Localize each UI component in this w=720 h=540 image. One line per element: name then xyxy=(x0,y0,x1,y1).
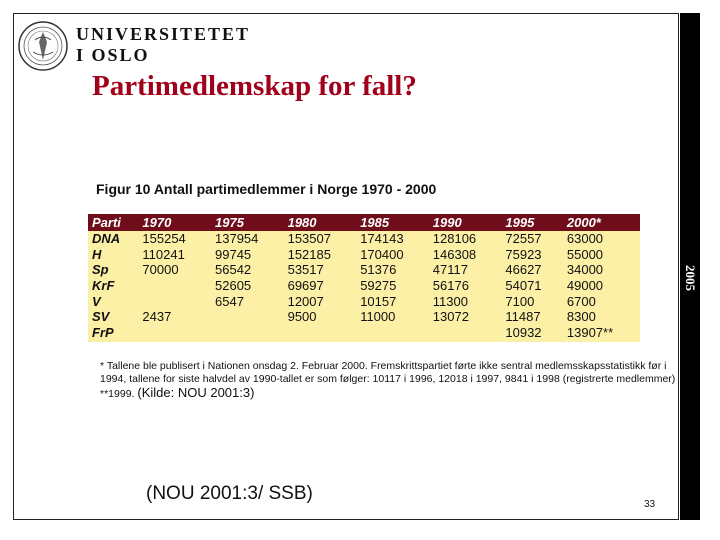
table-body xyxy=(88,231,640,340)
member-count-cell xyxy=(138,278,211,294)
member-count-cell xyxy=(211,325,284,341)
member-count-cell: 63000 xyxy=(566,231,604,247)
member-count-cell: 59275 xyxy=(360,278,397,294)
member-count-cell: 99745 xyxy=(215,246,252,262)
university-logo-text xyxy=(76,24,250,66)
slide-title: Partimedlemskap for fall? xyxy=(92,70,417,102)
table-header-cell: Parti xyxy=(88,214,138,231)
year-sidebar xyxy=(680,13,700,520)
party-name-cell: Sp xyxy=(92,262,109,278)
member-count-cell: 8300 xyxy=(566,309,596,325)
member-count-cell: 54071 xyxy=(505,278,542,294)
membership-table xyxy=(88,214,640,342)
member-count-cell xyxy=(429,325,502,341)
footnote xyxy=(100,360,680,401)
member-count-cell: 10157 xyxy=(360,293,397,309)
member-count-cell: 51376 xyxy=(360,262,397,278)
member-count-cell: 55000 xyxy=(566,246,604,262)
table-row xyxy=(88,293,640,309)
member-count-cell: 56176 xyxy=(432,278,469,294)
party-name-cell: SV xyxy=(92,309,110,325)
table-row xyxy=(88,278,640,294)
figure-title: Figur 10 Antall partimedlemmer i Norge 1970 - 2000 xyxy=(96,181,437,197)
member-count-cell: 12007 xyxy=(287,293,324,309)
party-name-cell: FrP xyxy=(92,324,114,340)
member-count-cell xyxy=(211,309,284,325)
member-count-cell: 6700 xyxy=(566,293,596,309)
member-count-cell: 174143 xyxy=(360,231,404,247)
party-name-cell: DNA xyxy=(92,231,121,247)
logo-line-1: UNIVERSITETET xyxy=(76,24,251,44)
table-header-cell: 1990 xyxy=(429,214,502,231)
member-count-cell: 6547 xyxy=(215,293,244,309)
member-count-cell: 152185 xyxy=(287,246,331,262)
member-count-cell: 49000 xyxy=(566,278,604,294)
member-count-cell: 11000 xyxy=(360,309,396,325)
member-count-cell: 13907** xyxy=(566,324,614,340)
member-count-cell xyxy=(138,293,211,309)
member-count-cell: 75923 xyxy=(505,246,542,262)
footnote-line-2: 1994, tallene for siste halvdel av 1990-tallet er som følger: 10117 i 1996, 12018 i 1997, 9841 i 1998 (registrerte medlemmer) xyxy=(100,373,676,385)
table-header-cell: 1970 xyxy=(138,214,211,231)
table-row xyxy=(88,325,640,341)
member-count-cell xyxy=(356,325,429,341)
member-count-cell: 69697 xyxy=(287,278,324,294)
member-count-cell: 72557 xyxy=(505,231,542,247)
member-count-cell: 13072 xyxy=(432,309,469,325)
member-count-cell: 170400 xyxy=(360,246,404,262)
table-row xyxy=(88,262,640,278)
member-count-cell: 10932 xyxy=(505,324,542,340)
table-header-cell: 1975 xyxy=(211,214,284,231)
table-header-cell: 2000* xyxy=(563,214,640,231)
member-count-cell: 34000 xyxy=(566,262,604,278)
member-count-cell: 146308 xyxy=(432,246,477,262)
member-count-cell xyxy=(284,325,357,341)
footnote-source: (Kilde: NOU 2001:3) xyxy=(137,385,255,400)
member-count-cell: 47117 xyxy=(432,262,468,278)
footnote-prefix: **1999. xyxy=(100,388,135,400)
university-seal-icon xyxy=(17,20,69,72)
footnote-line-3 xyxy=(100,386,680,401)
footnote-line-1: * Tallene ble publisert i Nationen onsdag 2. Februar 2000. Fremskrittspartiet førte ikke sentral medlemsskapsstatistikk før i xyxy=(100,360,667,372)
member-count-cell: 155254 xyxy=(142,231,186,247)
member-count-cell: 7100 xyxy=(505,293,535,309)
table-header-cell: 1985 xyxy=(356,214,429,231)
table-row xyxy=(88,247,640,263)
source-citation: (NOU 2001:3/ SSB) xyxy=(146,483,313,504)
table-header-cell: 1980 xyxy=(284,214,357,231)
member-count-cell: 110241 xyxy=(142,246,185,262)
member-count-cell: 56542 xyxy=(215,262,252,278)
member-count-cell: 153507 xyxy=(287,231,331,247)
sidebar-year: 2005 xyxy=(683,265,698,291)
party-name-cell: KrF xyxy=(92,278,115,294)
party-name-cell: V xyxy=(92,293,101,309)
table-header-row xyxy=(88,214,640,231)
member-count-cell: 128106 xyxy=(432,231,477,247)
table-row xyxy=(88,231,640,247)
member-count-cell: 11300 xyxy=(432,293,468,309)
member-count-cell: 70000 xyxy=(142,262,179,278)
page-number: 33 xyxy=(644,499,656,510)
member-count-cell: 53517 xyxy=(287,262,324,278)
table-row xyxy=(88,309,640,325)
member-count-cell: 52605 xyxy=(215,278,252,294)
member-count-cell: 137954 xyxy=(215,231,259,247)
member-count-cell xyxy=(138,325,211,341)
party-name-cell: H xyxy=(92,246,102,262)
table-header-cell: 1995 xyxy=(501,214,563,231)
member-count-cell: 46627 xyxy=(505,262,542,278)
member-count-cell: 9500 xyxy=(287,309,317,325)
member-count-cell: 11487 xyxy=(505,309,541,325)
member-count-cell: 2437 xyxy=(142,309,172,325)
logo-line-2: I OSLO xyxy=(76,45,150,65)
